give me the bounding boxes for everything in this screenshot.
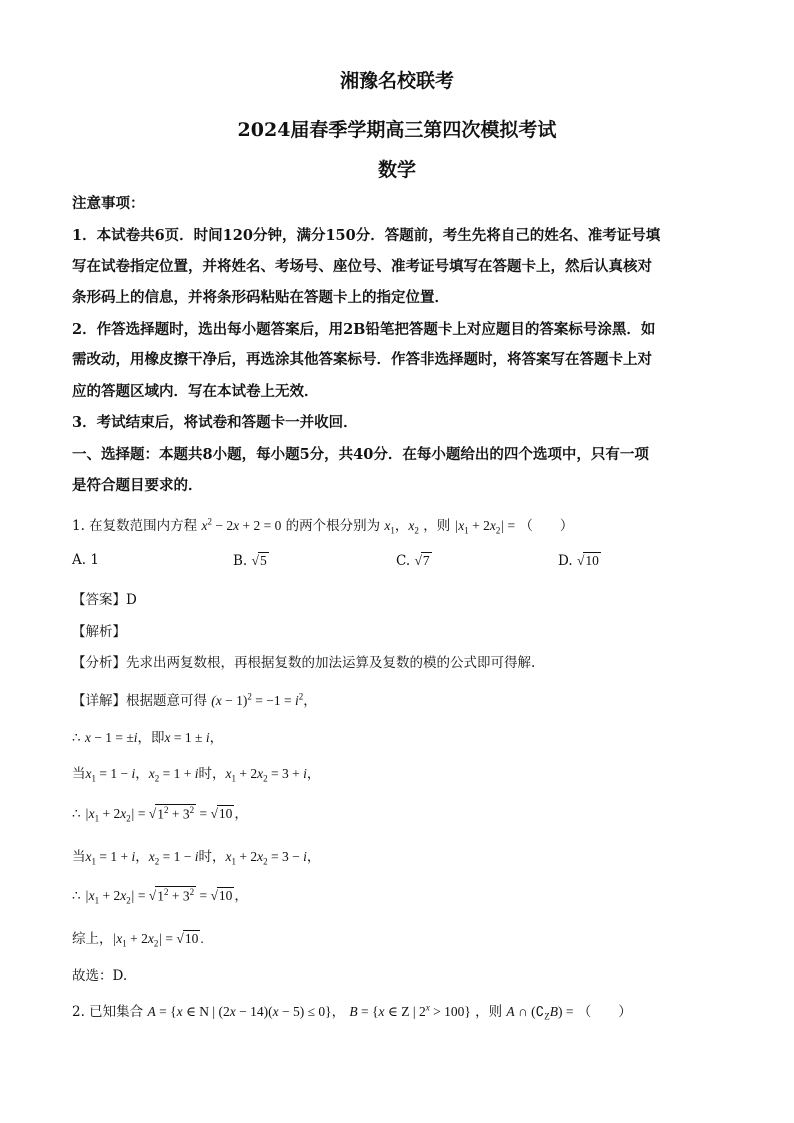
equation: $x^2 - 2x + 2 = 0$ bbox=[201, 516, 282, 533]
answer-label: 【答案】D bbox=[72, 592, 137, 608]
note-line: 2．作答选择题时，选出每小题答案后，用2B铅笔把答题卡上对应题目的答案标号涂黑．如 bbox=[72, 321, 656, 338]
analysis-label: 【解析】 bbox=[72, 624, 126, 640]
school-title: 湘豫名校联考 bbox=[339, 70, 454, 92]
option-a: A. 1 bbox=[72, 552, 99, 568]
option-b: B. √5 bbox=[233, 553, 267, 569]
detail-line-4: ∴ $|x_1 + 2x_2| = √1^2 + 3^2 = √10$ ， bbox=[72, 804, 248, 824]
detail-line-1: 【详解】根据题意可得 $(x - 1)^2 = -1 = i^2$， bbox=[72, 691, 317, 709]
detail-line-6: ∴ $|x_1 + 2x_2| = √1^2 + 3^2 = √10$ ， bbox=[72, 886, 248, 906]
modulus-expression: $|x_1 + 2x_2|$ = bbox=[454, 518, 516, 536]
subject-title: 数学 bbox=[377, 159, 416, 181]
option-c: C. √7 bbox=[396, 553, 430, 569]
note-line: 1．本试卷共6页．时间120分钟，满分150分．答题前，考生先将自己的姓名、准考证号填 bbox=[72, 227, 661, 244]
detail-line-5: 当$x_1 = 1 + i$，$x_2 = 1 - i$时，$x_1 + 2x_2 = 3 - i$， bbox=[72, 849, 321, 867]
section-heading-cont: 是符合题目要求的． bbox=[72, 477, 203, 494]
question-1-stem: 1. 在复数范围内方程 $x^2 - 2x + 2 = 0$ 的两个根分别为 $x_1$，$x_2$ ，则 $|x_1 + 2x_2|$ = （ ） bbox=[72, 516, 574, 536]
note-line: 应的答题区域内．写在本试卷上无效． bbox=[72, 383, 319, 400]
section-heading: 一、选择题：本题共8小题，每小题5分，共40分．在每小题给出的四个选项中，只有一项 bbox=[72, 446, 649, 463]
analysis-summary: 【分析】先求出两复数根，再根据复数的加法运算及复数的模的公式即可得解. bbox=[72, 655, 536, 671]
note-line: 写在试卷指定位置，并将姓名、考场号、座位号、准考证号填写在答题卡上，然后认真核对 bbox=[72, 258, 652, 275]
detail-line-2: ∴ x − 1 = ±i，即x = 1 ± i， bbox=[72, 730, 224, 746]
option-d: D. √10 bbox=[558, 553, 599, 569]
note-line: 需改动，用橡皮擦干净后，再选涂其他答案标号．作答非选择题时，将答案写在答题卡上对 bbox=[72, 351, 652, 368]
exam-title: 2024届春季学期高三第四次模拟考试 bbox=[237, 119, 557, 141]
question-2-stem: 2. 已知集合 A = {x ∈ N | (2x − 14)(x − 5) ≤ 0}， B = {x ∈ Z | $2^x > 100$} ，则 A ∩ $(∁_ZB)$ = （ ） bbox=[72, 1002, 632, 1022]
note-line: 3．考试结束后，将试卷和答题卡一并收回． bbox=[72, 414, 358, 431]
notes-heading: 注意事项： bbox=[72, 195, 145, 212]
detail-line-7: 综上，$|x_1 + 2x_2| = √10$ . bbox=[72, 931, 204, 949]
detail-line-3: 当$x_1 = 1 - i$，$x_2 = 1 + i$时，$x_1 + 2x_2 = 3 + i$， bbox=[72, 766, 321, 784]
final-choice: 故选：D. bbox=[72, 968, 128, 984]
note-line: 条形码上的信息，并将条形码粘贴在答题卡上的指定位置． bbox=[72, 289, 449, 306]
